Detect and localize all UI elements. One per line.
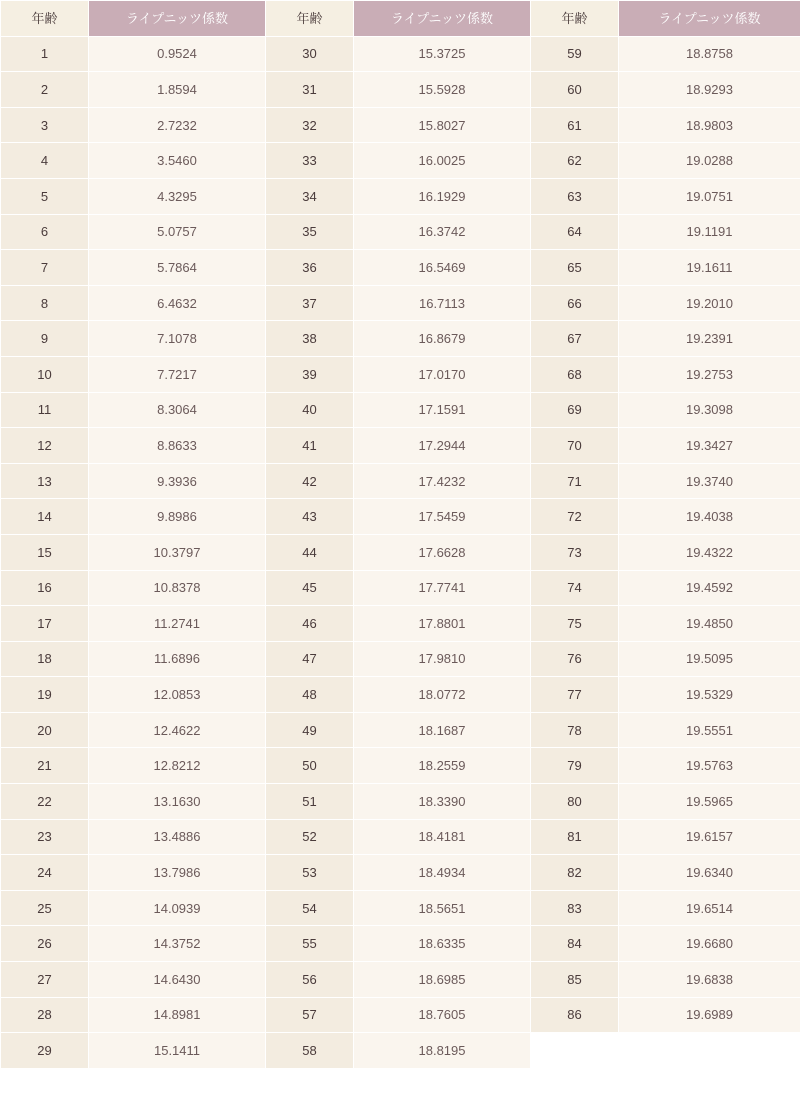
coefficient-cell: 15.3725 [354,36,531,72]
age-cell: 47 [266,641,354,677]
age-cell: 37 [266,285,354,321]
coefficient-cell: 14.3752 [89,926,266,962]
coefficient-cell: 18.1687 [354,712,531,748]
age-cell: 67 [531,321,619,357]
table-row [1,784,800,820]
age-cell: 81 [531,819,619,855]
age-cell: 9 [1,321,89,357]
coefficient-cell: 19.5095 [619,641,800,677]
age-cell: 12 [1,428,89,464]
coefficient-cell: 7.7217 [89,356,266,392]
coefficient-cell: 17.4232 [354,463,531,499]
age-cell: 29 [1,1033,89,1069]
table-header [1,1,800,37]
coefficient-cell: 15.1411 [89,1033,266,1069]
table-row [1,926,800,962]
age-cell: 80 [531,784,619,820]
column-header-coefficient-1: ライプニッツ係数 [89,1,266,37]
age-cell: 66 [531,285,619,321]
age-cell: 3 [1,107,89,143]
table-row [1,143,800,179]
coefficient-cell: 4.3295 [89,178,266,214]
table-row [1,499,800,535]
coefficient-cell: 17.5459 [354,499,531,535]
coefficient-cell: 0.9524 [89,36,266,72]
age-cell: 24 [1,855,89,891]
age-cell: 7 [1,250,89,286]
coefficient-cell: 19.1611 [619,250,800,286]
table-row [1,107,800,143]
age-cell: 60 [531,72,619,108]
coefficient-cell: 16.8679 [354,321,531,357]
age-cell: 77 [531,677,619,713]
coefficient-cell: 1.8594 [89,72,266,108]
table-row [1,356,800,392]
coefficient-cell: 19.5763 [619,748,800,784]
age-cell: 59 [531,36,619,72]
age-cell: 44 [266,534,354,570]
coefficient-cell: 18.8758 [619,36,800,72]
age-cell: 62 [531,143,619,179]
age-cell: 2 [1,72,89,108]
table-row [1,214,800,250]
age-cell: 46 [266,606,354,642]
coefficient-cell: 18.4934 [354,855,531,891]
age-cell: 84 [531,926,619,962]
age-cell: 39 [266,356,354,392]
coefficient-cell: 17.7741 [354,570,531,606]
table-row [1,534,800,570]
coefficient-cell: 12.4622 [89,712,266,748]
column-header-coefficient-2: ライプニッツ係数 [354,1,531,37]
age-cell: 13 [1,463,89,499]
age-cell: 68 [531,356,619,392]
table-row [1,819,800,855]
age-cell: 61 [531,107,619,143]
coefficient-cell: 11.6896 [89,641,266,677]
table-row [1,463,800,499]
age-cell: 48 [266,677,354,713]
age-cell: 55 [266,926,354,962]
table-row [1,36,800,72]
column-header-coefficient-3: ライプニッツ係数 [619,1,800,37]
coefficient-cell: 13.1630 [89,784,266,820]
coefficient-cell: 15.8027 [354,107,531,143]
coefficient-cell: 17.9810 [354,641,531,677]
age-cell: 63 [531,178,619,214]
age-cell: 31 [266,72,354,108]
age-cell: 49 [266,712,354,748]
coefficient-cell: 18.9293 [619,72,800,108]
empty-cell [619,1033,800,1069]
coefficient-cell: 19.1191 [619,214,800,250]
coefficient-cell: 8.3064 [89,392,266,428]
age-cell: 65 [531,250,619,286]
table-row [1,72,800,108]
table-row [1,428,800,464]
age-cell: 4 [1,143,89,179]
age-cell: 27 [1,962,89,998]
table-row [1,890,800,926]
age-cell: 30 [266,36,354,72]
coefficient-cell: 16.7113 [354,285,531,321]
coefficient-cell: 16.1929 [354,178,531,214]
coefficient-cell: 10.3797 [89,534,266,570]
table-row [1,250,800,286]
age-cell: 1 [1,36,89,72]
header-row [1,1,800,37]
coefficient-cell: 13.4886 [89,819,266,855]
coefficient-cell: 5.7864 [89,250,266,286]
coefficient-cell: 18.7605 [354,997,531,1033]
coefficient-cell: 18.0772 [354,677,531,713]
age-cell: 16 [1,570,89,606]
age-cell: 25 [1,890,89,926]
coefficient-cell: 16.3742 [354,214,531,250]
coefficient-cell: 18.5651 [354,890,531,926]
table-row [1,570,800,606]
coefficient-cell: 3.5460 [89,143,266,179]
table-body [1,36,800,1068]
table-row [1,321,800,357]
age-cell: 34 [266,178,354,214]
age-cell: 17 [1,606,89,642]
age-cell: 45 [266,570,354,606]
age-cell: 21 [1,748,89,784]
age-cell: 71 [531,463,619,499]
age-cell: 52 [266,819,354,855]
table-row [1,392,800,428]
age-cell: 14 [1,499,89,535]
age-cell: 23 [1,819,89,855]
coefficient-cell: 17.2944 [354,428,531,464]
coefficient-cell: 19.0288 [619,143,800,179]
age-cell: 36 [266,250,354,286]
age-cell: 79 [531,748,619,784]
coefficient-cell: 19.3427 [619,428,800,464]
age-cell: 42 [266,463,354,499]
coefficient-cell: 19.6989 [619,997,800,1033]
age-cell: 53 [266,855,354,891]
table-row [1,677,800,713]
coefficient-cell: 6.4632 [89,285,266,321]
age-cell: 72 [531,499,619,535]
coefficient-cell: 2.7232 [89,107,266,143]
age-cell: 28 [1,997,89,1033]
coefficient-cell: 19.6680 [619,926,800,962]
coefficient-cell: 16.5469 [354,250,531,286]
age-cell: 41 [266,428,354,464]
coefficient-cell: 19.4038 [619,499,800,535]
age-cell: 50 [266,748,354,784]
coefficient-cell: 19.6838 [619,962,800,998]
column-header-age-3: 年齢 [531,1,619,37]
coefficient-cell: 18.4181 [354,819,531,855]
coefficient-cell: 18.6985 [354,962,531,998]
coefficient-cell: 12.8212 [89,748,266,784]
age-cell: 6 [1,214,89,250]
coefficient-cell: 18.3390 [354,784,531,820]
table-row [1,748,800,784]
coefficient-cell: 18.8195 [354,1033,531,1069]
coefficient-cell: 17.0170 [354,356,531,392]
coefficient-cell: 19.2010 [619,285,800,321]
coefficient-cell: 12.0853 [89,677,266,713]
column-header-age-1: 年齢 [1,1,89,37]
coefficient-cell: 16.0025 [354,143,531,179]
coefficient-cell: 7.1078 [89,321,266,357]
age-cell: 40 [266,392,354,428]
table-row [1,855,800,891]
age-cell: 86 [531,997,619,1033]
table-row [1,606,800,642]
coefficient-cell: 19.4850 [619,606,800,642]
coefficient-cell: 5.0757 [89,214,266,250]
coefficient-cell: 19.5551 [619,712,800,748]
coefficient-cell: 17.8801 [354,606,531,642]
age-cell: 38 [266,321,354,357]
coefficient-cell: 10.8378 [89,570,266,606]
empty-cell [531,1033,619,1069]
age-cell: 26 [1,926,89,962]
coefficient-cell: 18.2559 [354,748,531,784]
age-cell: 43 [266,499,354,535]
age-cell: 70 [531,428,619,464]
age-cell: 54 [266,890,354,926]
age-cell: 20 [1,712,89,748]
coefficient-cell: 19.4322 [619,534,800,570]
coefficient-cell: 14.6430 [89,962,266,998]
table-row [1,712,800,748]
age-cell: 15 [1,534,89,570]
age-cell: 76 [531,641,619,677]
age-cell: 35 [266,214,354,250]
age-cell: 56 [266,962,354,998]
coefficient-cell: 9.8986 [89,499,266,535]
coefficient-cell: 18.9803 [619,107,800,143]
coefficient-cell: 15.5928 [354,72,531,108]
coefficient-cell: 19.3740 [619,463,800,499]
coefficient-cell: 11.2741 [89,606,266,642]
age-cell: 33 [266,143,354,179]
table-row [1,178,800,214]
coefficient-cell: 19.5965 [619,784,800,820]
table-row [1,285,800,321]
table-row [1,962,800,998]
coefficient-cell: 14.8981 [89,997,266,1033]
coefficient-cell: 19.2753 [619,356,800,392]
age-cell: 73 [531,534,619,570]
coefficient-cell: 18.6335 [354,926,531,962]
age-cell: 58 [266,1033,354,1069]
coefficient-cell: 14.0939 [89,890,266,926]
coefficient-cell: 8.8633 [89,428,266,464]
coefficient-cell: 19.4592 [619,570,800,606]
coefficient-cell: 13.7986 [89,855,266,891]
coefficient-cell: 19.6157 [619,819,800,855]
age-cell: 75 [531,606,619,642]
table-row [1,997,800,1033]
coefficient-cell: 17.6628 [354,534,531,570]
table-row [1,1033,800,1069]
coefficient-cell: 19.5329 [619,677,800,713]
coefficient-cell: 19.0751 [619,178,800,214]
age-cell: 10 [1,356,89,392]
age-cell: 5 [1,178,89,214]
age-cell: 74 [531,570,619,606]
table-row [1,641,800,677]
age-cell: 83 [531,890,619,926]
age-cell: 51 [266,784,354,820]
coefficient-cell: 19.6514 [619,890,800,926]
age-cell: 32 [266,107,354,143]
age-cell: 19 [1,677,89,713]
coefficient-cell: 9.3936 [89,463,266,499]
age-cell: 57 [266,997,354,1033]
column-header-age-2: 年齢 [266,1,354,37]
age-cell: 78 [531,712,619,748]
coefficient-cell: 17.1591 [354,392,531,428]
age-cell: 64 [531,214,619,250]
age-cell: 22 [1,784,89,820]
coefficient-cell: 19.2391 [619,321,800,357]
coefficient-cell: 19.3098 [619,392,800,428]
age-cell: 11 [1,392,89,428]
age-cell: 82 [531,855,619,891]
coefficient-cell: 19.6340 [619,855,800,891]
age-cell: 85 [531,962,619,998]
age-cell: 69 [531,392,619,428]
age-cell: 8 [1,285,89,321]
age-cell: 18 [1,641,89,677]
